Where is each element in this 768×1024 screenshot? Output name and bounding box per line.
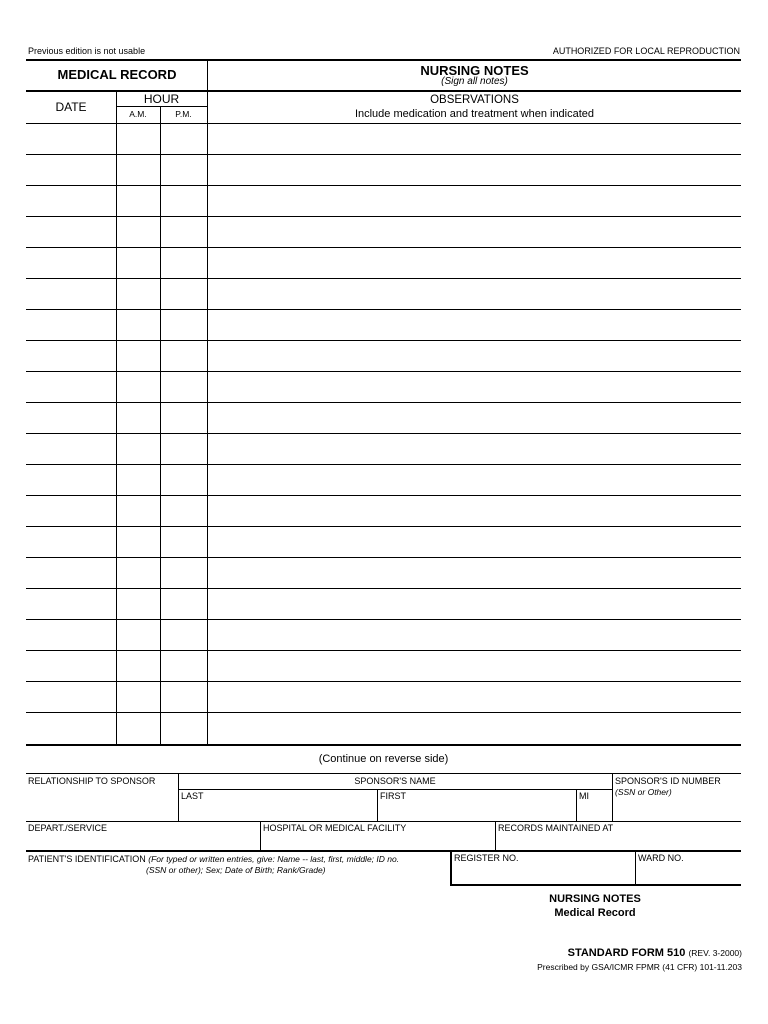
row-am-cell[interactable] — [119, 597, 157, 611]
row-am-cell[interactable] — [119, 535, 157, 549]
row-pm-cell[interactable] — [163, 535, 204, 549]
row-am-cell[interactable] — [119, 690, 157, 704]
row-rule — [26, 278, 741, 279]
patient-id-top-rule — [26, 850, 741, 852]
row-observation-cell[interactable] — [210, 442, 738, 456]
depart-row-top-rule — [26, 821, 741, 822]
date-column-header: DATE — [55, 100, 87, 114]
row-observation-cell[interactable] — [210, 690, 738, 704]
row-date-cell[interactable] — [29, 442, 113, 456]
row-date-cell[interactable] — [29, 256, 113, 270]
row-date-cell[interactable] — [29, 721, 113, 735]
row-date-cell[interactable] — [29, 659, 113, 673]
row-date-cell[interactable] — [29, 504, 113, 518]
patient-section-top-rule — [26, 773, 741, 774]
row-observation-cell[interactable] — [210, 659, 738, 673]
row-rule — [26, 123, 741, 124]
footer-nursing-notes: NURSING NOTES — [549, 893, 641, 905]
row-am-cell[interactable] — [119, 194, 157, 208]
row-date-cell[interactable] — [29, 628, 113, 642]
row-rule — [26, 247, 741, 248]
ssn-or-other-hint: (SSN or Other) — [615, 787, 672, 797]
row-pm-cell[interactable] — [163, 318, 204, 332]
hospital-divider — [495, 822, 496, 850]
row-date-cell[interactable] — [29, 225, 113, 239]
row-observation-cell[interactable] — [210, 380, 738, 394]
row-pm-cell[interactable] — [163, 442, 204, 456]
sponsor-first-name-field[interactable]: FIRST — [380, 791, 406, 801]
row-date-cell[interactable] — [29, 473, 113, 487]
row-rule — [26, 495, 741, 496]
standard-form-line — [568, 947, 742, 959]
row-observation-cell[interactable] — [210, 318, 738, 332]
row-pm-cell[interactable] — [163, 566, 204, 580]
row-pm-cell[interactable] — [163, 349, 204, 363]
row-rule — [26, 154, 741, 155]
sign-all-notes: (Sign all notes) — [441, 76, 508, 87]
hospital-facility-field[interactable]: HOSPITAL OR MEDICAL FACILITY — [263, 823, 407, 833]
patient-identification-field[interactable] — [28, 854, 399, 864]
pm-column-line — [207, 91, 208, 745]
row-am-cell[interactable] — [119, 659, 157, 673]
row-am-cell[interactable] — [119, 287, 157, 301]
row-rule — [26, 650, 741, 651]
medical-record-title: MEDICAL RECORD — [57, 67, 177, 82]
row-rule — [26, 433, 741, 434]
row-date-cell[interactable] — [29, 380, 113, 394]
register-no-field[interactable]: REGISTER NO. — [454, 853, 519, 863]
row-observation-cell[interactable] — [210, 504, 738, 518]
row-observation-cell[interactable] — [210, 597, 738, 611]
footer-medical-record: Medical Record — [554, 907, 636, 919]
row-rule — [26, 557, 741, 558]
row-date-cell[interactable] — [29, 597, 113, 611]
row-observation-cell[interactable] — [210, 132, 738, 146]
row-date-cell[interactable] — [29, 318, 113, 332]
row-am-cell[interactable] — [119, 473, 157, 487]
row-rule — [26, 464, 741, 465]
row-date-cell[interactable] — [29, 411, 113, 425]
row-date-cell[interactable] — [29, 287, 113, 301]
sponsors-name-label: SPONSOR'S NAME — [354, 776, 436, 786]
am-column-header: A.M. — [129, 109, 147, 119]
row-pm-cell[interactable] — [163, 256, 204, 270]
sponsor-id-divider — [612, 774, 613, 821]
row-pm-cell[interactable] — [163, 721, 204, 735]
row-date-cell[interactable] — [29, 349, 113, 363]
row-am-cell[interactable] — [119, 163, 157, 177]
row-am-cell[interactable] — [119, 225, 157, 239]
row-rule — [26, 402, 741, 403]
row-rule — [26, 216, 741, 217]
header-top-rule — [26, 59, 741, 61]
first-mi-divider — [576, 790, 577, 821]
edition-note: Previous edition is not usable — [28, 46, 146, 56]
row-rule — [26, 588, 741, 589]
row-am-cell[interactable] — [119, 504, 157, 518]
observations-subheader: Include medication and treatment when indicated — [354, 108, 595, 120]
row-pm-cell[interactable] — [163, 690, 204, 704]
patient-identification-note-2: (SSN or other); Sex; Date of Birth; Rank/Grade) — [146, 865, 326, 875]
row-am-cell[interactable] — [119, 411, 157, 425]
records-maintained-at-field[interactable]: RECORDS MAINTAINED AT — [498, 823, 614, 833]
row-pm-cell[interactable] — [163, 504, 204, 518]
row-observation-cell[interactable] — [210, 411, 738, 425]
row-observation-cell[interactable] — [210, 566, 738, 580]
table-bottom-rule — [26, 744, 741, 746]
row-pm-cell[interactable] — [163, 132, 204, 146]
row-date-cell[interactable] — [29, 566, 113, 580]
hour-column-header: HOUR — [143, 92, 180, 106]
register-left-border — [450, 851, 452, 885]
depart-divider — [260, 822, 261, 850]
row-date-cell[interactable] — [29, 163, 113, 177]
row-am-cell[interactable] — [119, 349, 157, 363]
row-observation-cell[interactable] — [210, 535, 738, 549]
register-ward-divider — [635, 851, 636, 885]
row-pm-cell[interactable] — [163, 225, 204, 239]
row-pm-cell[interactable] — [163, 628, 204, 642]
relationship-to-sponsor-field[interactable]: RELATIONSHIP TO SPONSOR — [28, 776, 156, 786]
row-date-cell[interactable] — [29, 535, 113, 549]
patient-identification-label: PATIENT'S IDENTIFICATION — [28, 854, 146, 864]
row-rule — [26, 309, 741, 310]
row-date-cell[interactable] — [29, 132, 113, 146]
sponsor-last-name-field[interactable]: LAST — [181, 791, 204, 801]
date-column-line — [116, 91, 117, 745]
sponsor-mi-field[interactable]: MI — [579, 791, 589, 801]
pm-column-header: P.M. — [175, 109, 192, 119]
register-bottom-rule — [450, 884, 741, 886]
row-observation-cell[interactable] — [210, 163, 738, 177]
row-observation-cell[interactable] — [210, 628, 738, 642]
depart-service-field[interactable]: DEPART./SERVICE — [28, 823, 108, 833]
row-date-cell[interactable] — [29, 690, 113, 704]
row-am-cell[interactable] — [119, 628, 157, 642]
row-pm-cell[interactable] — [163, 659, 204, 673]
row-pm-cell[interactable] — [163, 163, 204, 177]
row-rule — [26, 340, 741, 341]
continue-note: (Continue on reverse side) — [318, 753, 449, 765]
row-observation-cell[interactable] — [210, 349, 738, 363]
row-rule — [26, 681, 741, 682]
reproduction-note: AUTHORIZED FOR LOCAL REPRODUCTION — [552, 46, 740, 56]
row-rule — [26, 712, 741, 713]
last-first-divider — [377, 790, 378, 821]
row-am-cell[interactable] — [119, 132, 157, 146]
row-observation-cell[interactable] — [210, 287, 738, 301]
row-rule — [26, 619, 741, 620]
row-observation-cell[interactable] — [210, 473, 738, 487]
row-rule — [26, 185, 741, 186]
prescribed-note: Prescribed by GSA/ICMR FPMR (41 CFR) 101-11.203 — [537, 962, 742, 972]
row-observation-cell[interactable] — [210, 225, 738, 239]
observations-column-header: OBSERVATIONS — [430, 94, 519, 106]
ward-no-field[interactable]: WARD NO. — [638, 853, 684, 863]
row-observation-cell[interactable] — [210, 194, 738, 208]
sponsors-name-subrule — [178, 789, 612, 790]
row-observation-cell[interactable] — [210, 721, 738, 735]
row-pm-cell[interactable] — [163, 380, 204, 394]
row-rule — [26, 526, 741, 527]
row-am-cell[interactable] — [119, 256, 157, 270]
row-observation-cell[interactable] — [210, 256, 738, 270]
form-revision: (REV. 3-2000) — [688, 948, 742, 958]
row-pm-cell[interactable] — [163, 411, 204, 425]
row-date-cell[interactable] — [29, 194, 113, 208]
row-am-cell[interactable] — [119, 380, 157, 394]
patient-identification-note-1: (For typed or written entries, give: Name -- last, first, middle; ID no. — [148, 854, 400, 864]
row-rule — [26, 371, 741, 372]
row-pm-cell[interactable] — [163, 473, 204, 487]
row-pm-cell[interactable] — [163, 287, 204, 301]
row-am-cell[interactable] — [119, 442, 157, 456]
sponsor-id-number-field[interactable]: SPONSOR'S ID NUMBER — [615, 776, 721, 786]
row-am-cell[interactable] — [119, 566, 157, 580]
row-am-cell[interactable] — [119, 721, 157, 735]
standard-form-number: STANDARD FORM 510 — [567, 947, 686, 959]
hour-subdivider — [116, 106, 207, 107]
row-pm-cell[interactable] — [163, 597, 204, 611]
nursing-notes-title: NURSING NOTES — [420, 63, 529, 78]
row-pm-cell[interactable] — [163, 194, 204, 208]
row-am-cell[interactable] — [119, 318, 157, 332]
